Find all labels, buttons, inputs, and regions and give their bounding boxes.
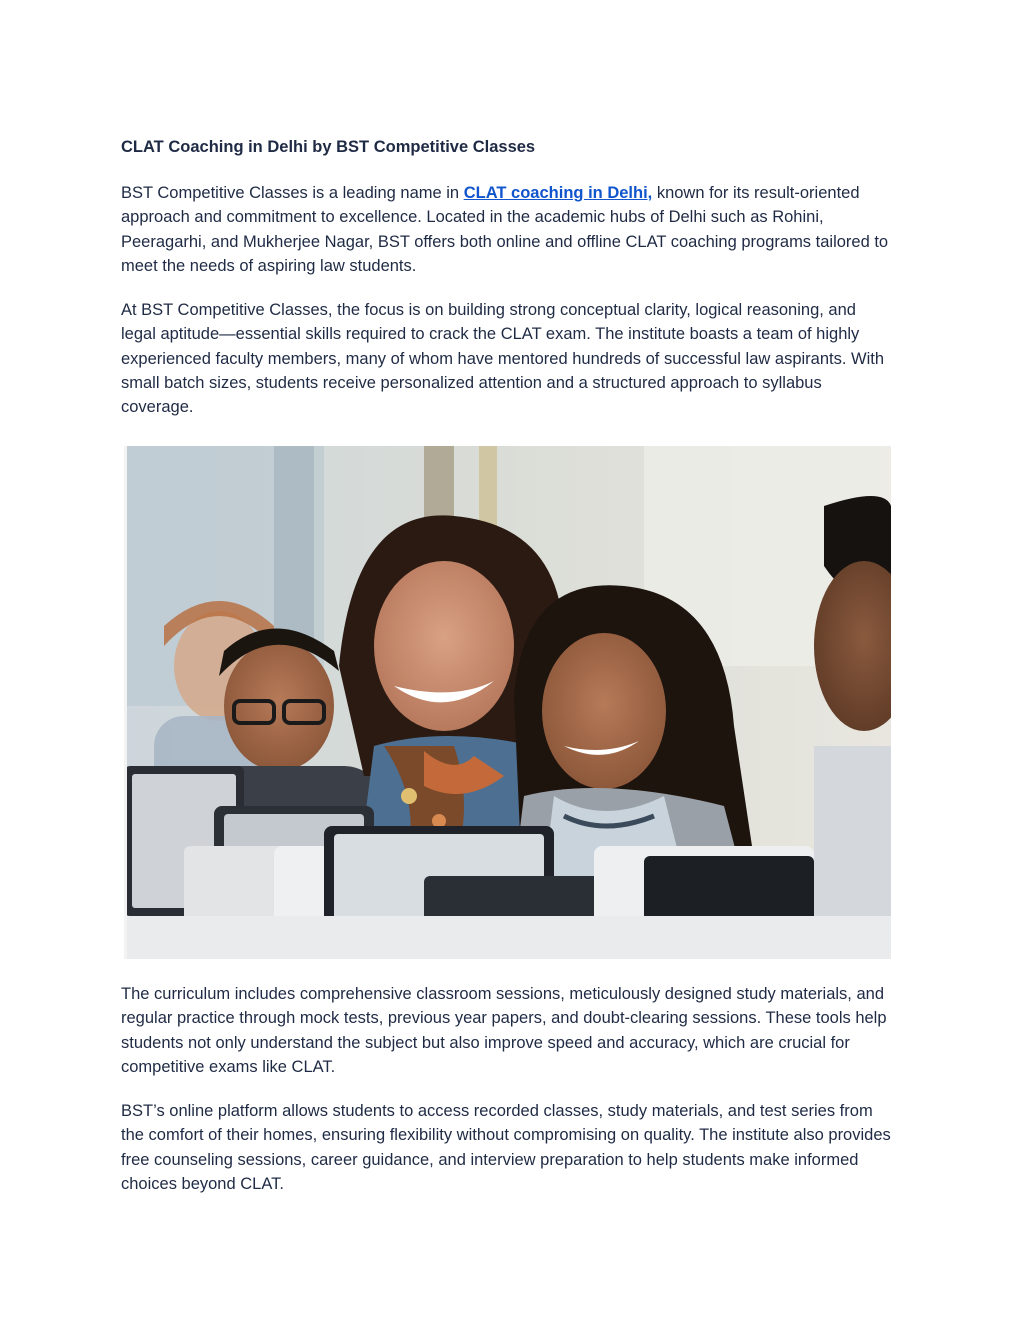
paragraph-intro (121, 181, 891, 278)
intro-section (121, 138, 891, 440)
classroom-photo (124, 446, 891, 959)
details-section (121, 982, 891, 1216)
document-title: CLAT Coaching in Delhi by BST Competitive Classes (121, 138, 536, 156)
paragraph-intro-text-end: known for its result-oriented approach and commitment to excellence. Located in the academic hubs of Delhi such as Rohini, Peeragarhi, and Mukherjee Nagar, BST offers both online and offline CLAT coaching programs tailored to meet the needs of aspiring law students. (121, 184, 889, 275)
paragraph-focus: At BST Competitive Classes, the focus is on building strong conceptual clarity, logical reasoning, and legal aptitude—essential skills required to crack the CLAT exam. The institute boasts a team of highly experienced faculty members, many of whom have mentored hundreds of successful law aspirants. With small batch sizes, students receive personalized attention and a structured approach to syllabus coverage. (121, 301, 885, 417)
paragraph-online-platform: BST’s online platform allows students to access recorded classes, study materials, and test series from the comfort of their homes, ensuring flexibility without compromising on quality. The institute also provides free counseling sessions, career guidance, and interview preparation to help students make informed choices beyond CLAT. (121, 1102, 891, 1194)
paragraph-intro-text-start: BST Competitive Classes is a leading name in (121, 184, 464, 202)
paragraph-curriculum: The curriculum includes comprehensive classroom sessions, meticulously designed study materials, and regular practice through mock tests, previous year papers, and doubt-clearing sessions. These tools help students not only understand the subject but also improve speed and accuracy, which are crucial for competitive exams like CLAT. (121, 985, 887, 1076)
clat-coaching-link[interactable]: CLAT coaching in Delhi, (463, 184, 653, 202)
